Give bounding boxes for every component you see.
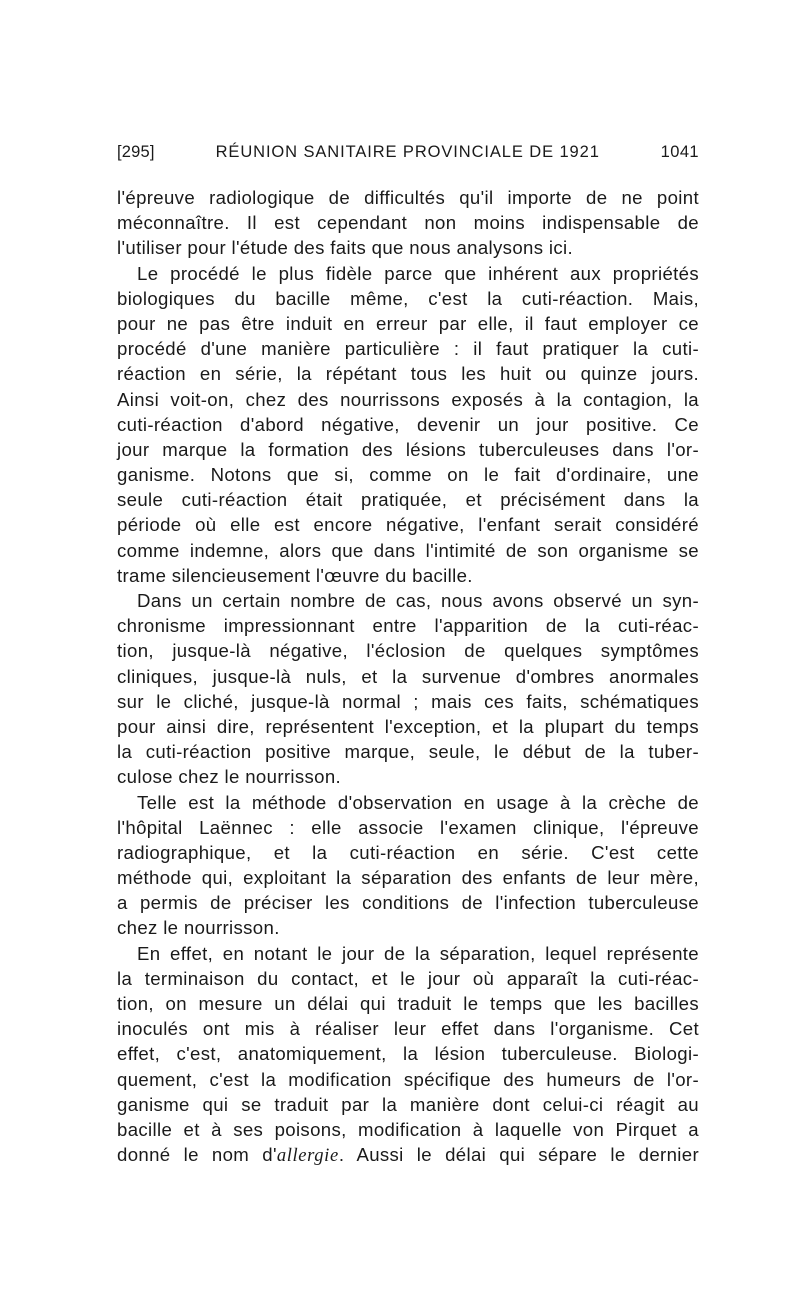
paragraph <box>117 261 699 588</box>
paragraph <box>117 941 699 1168</box>
text-line: biologiques du bacille même, c'est la cuti-réaction. Mais, <box>117 287 699 309</box>
text-line: trame silencieusement l'œuvre du bacille. <box>117 564 473 586</box>
text-segment: . Aussi le délai qui sépare le dernier <box>338 1144 699 1166</box>
running-title: RÉUNION SANITAIRE PROVINCIALE DE 1921 <box>215 143 600 161</box>
page-reference: [295] <box>117 143 155 161</box>
text-line: tion, jusque-là négative, l'éclosion de quelques symptômes <box>117 640 699 662</box>
book-page <box>117 143 699 1167</box>
text-line: période où elle est encore négative, l'enfant serait considéré <box>117 514 699 536</box>
paragraph <box>117 588 699 790</box>
text-line: la terminaison du contact, et le jour où apparaît la cuti-réac- <box>117 967 699 989</box>
text-line: sur le cliché, jusque-là normal ; mais ces faits, schématiques <box>117 690 699 712</box>
text-line: chez le nourrisson. <box>117 917 280 939</box>
text-line: ganisme qui se traduit par la manière dont celui-ci réagit au <box>117 1093 699 1115</box>
body-text <box>117 185 699 1167</box>
text-line: radiographique, et la cuti-réaction en série. C'est cette <box>117 841 699 863</box>
text-line: chronisme impressionnant entre l'apparition de la cuti-réac- <box>117 615 699 637</box>
text-line: jour marque la formation des lésions tuberculeuses dans l'or- <box>117 438 699 460</box>
text-line: l'hôpital Laënnec : elle associe l'examen clinique, l'épreuve <box>117 816 699 838</box>
text-line: bacille et à ses poisons, modification à laquelle von Pirquet a <box>117 1118 699 1140</box>
text-line: procédé d'une manière particulière : il faut pratiquer la cuti- <box>117 338 699 360</box>
text-line: En effet, en notant le jour de la séparation, lequel représente <box>137 942 699 964</box>
italic-term: allergie <box>276 1145 339 1167</box>
text-line: la cuti-réaction positive marque, seule, le début de la tuber- <box>117 741 699 763</box>
text-line: cliniques, jusque-là nuls, et la survenue d'ombres anormales <box>117 665 699 687</box>
text-line <box>117 1142 699 1167</box>
text-line: l'épreuve radiologique de difficultés qu'il importe de ne point <box>117 187 699 208</box>
text-line: méconnaître. Il est cependant non moins indispensable de <box>117 212 699 234</box>
page-number: 1041 <box>660 143 699 161</box>
text-line: Ainsi voit-on, chez des nourrissons exposés à la contagion, la <box>117 388 699 410</box>
paragraph <box>117 185 699 261</box>
text-line: Telle est la méthode d'observation en usage à la crèche de <box>137 791 699 813</box>
text-segment: donné le nom d' <box>117 1144 277 1166</box>
text-line: seule cuti-réaction était pratiquée, et précisément dans la <box>117 489 699 511</box>
paragraph <box>117 790 699 941</box>
running-head <box>117 143 699 173</box>
text-line: culose chez le nourrisson. <box>117 766 342 788</box>
text-line: inoculés ont mis à réaliser leur effet dans l'organisme. Cet <box>117 1018 699 1040</box>
text-line: pour ainsi dire, représentent l'exception, et la plupart du temps <box>117 715 699 737</box>
text-line: l'utiliser pour l'étude des faits que nous analysons ici. <box>117 237 573 259</box>
text-line: ganisme. Notons que si, comme on le fait d'ordinaire, une <box>117 464 699 486</box>
text-line: Le procédé le plus fidèle parce que inhérent aux propriétés <box>137 262 699 284</box>
text-line: comme indemne, alors que dans l'intimité de son organisme se <box>117 539 699 561</box>
text-line: a permis de préciser les conditions de l'infection tuberculeuse <box>117 892 699 914</box>
text-line: effet, c'est, anatomiquement, la lésion tuberculeuse. Biologi- <box>117 1043 699 1065</box>
text-line: quement, c'est la modification spécifique des humeurs de l'or- <box>117 1068 699 1090</box>
text-line: pour ne pas être induit en erreur par elle, il faut employer ce <box>117 312 699 334</box>
text-line: Dans un certain nombre de cas, nous avons observé un syn- <box>137 590 699 611</box>
text-line: réaction en série, la répétant tous les huit ou quinze jours. <box>117 363 699 385</box>
text-line: tion, on mesure un délai qui traduit le temps que les bacilles <box>117 993 699 1014</box>
text-line: cuti-réaction d'abord négative, devenir un jour positive. Ce <box>117 413 699 435</box>
text-line: méthode qui, exploitant la séparation des enfants de leur mère, <box>117 867 699 889</box>
